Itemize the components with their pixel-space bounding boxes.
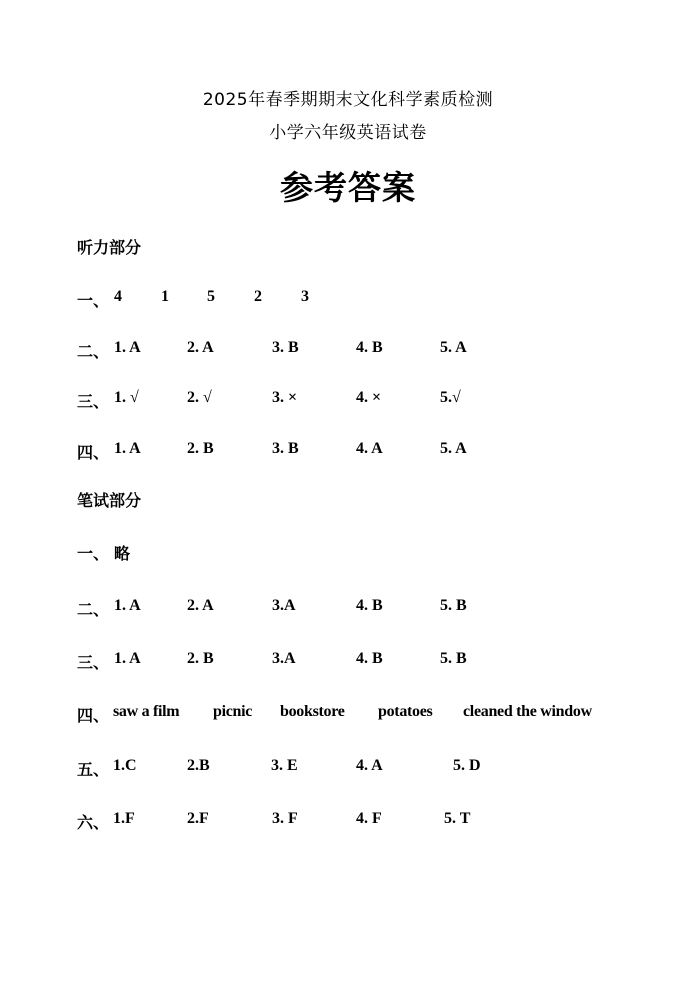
answer-item: cleaned the window [463, 703, 592, 720]
answer-item: 3. F [272, 810, 298, 827]
answer-item: 3. B [272, 339, 299, 356]
row-number: 四、 [77, 706, 110, 725]
exam-title: 2025年春季期期末文化科学素质检测 [202, 90, 494, 110]
answer-item: 4. B [356, 650, 383, 667]
answer-item: 4. A [356, 440, 383, 457]
row-number: 三、 [77, 653, 110, 672]
page-title: 参考答案 [280, 168, 416, 207]
answer-item: 1.F [113, 810, 135, 827]
answer-item: 3.A [272, 650, 296, 667]
answer-item: 3 [301, 288, 309, 305]
answer-item: 1. A [114, 650, 141, 667]
answer-item: 4 [114, 288, 122, 305]
row-number: 六、 [77, 813, 110, 832]
answer-item: 2.B [187, 757, 210, 774]
row-number: 一、 [77, 291, 110, 310]
answer-item: potatoes [378, 703, 433, 720]
row-number: 一、 [77, 544, 110, 563]
row-number: 五、 [77, 760, 110, 779]
answer-item: 5. B [440, 650, 467, 667]
written-section-label: 笔试部分 [77, 491, 142, 510]
answer-item: 3. E [271, 757, 298, 774]
exam-subtitle: 小学六年级英语试卷 [269, 123, 427, 143]
answer-item: 2. B [187, 440, 214, 457]
answer-item: 5. D [453, 757, 481, 774]
answer-item: 5.√ [440, 389, 461, 406]
answer-item: 3.A [272, 597, 296, 614]
answer-item: 2. √ [187, 389, 212, 406]
answer-item: 5 [207, 288, 215, 305]
answer-item: 4. B [356, 339, 383, 356]
answer-item: 4. F [356, 810, 382, 827]
answer-item: 5. B [440, 597, 467, 614]
answer-item: 3. B [272, 440, 299, 457]
answer-item: 1.C [113, 757, 137, 774]
answer-item: 5. A [440, 339, 467, 356]
answer-item: 2. A [187, 597, 214, 614]
answer-item: 4. B [356, 597, 383, 614]
answer-item: 5. T [444, 810, 471, 827]
answer-item: 3. × [272, 389, 298, 406]
row-number: 四、 [77, 443, 110, 462]
answer-item: 1. A [114, 597, 141, 614]
answer-item: 2. B [187, 650, 214, 667]
listening-section-label: 听力部分 [77, 238, 142, 257]
answer-item: 5. A [440, 440, 467, 457]
answer-item: 1. A [114, 440, 141, 457]
answer-item: 2. A [187, 339, 214, 356]
answer-item: 1 [161, 288, 169, 305]
answer-item: 4. A [356, 757, 383, 774]
answer-item: 4. × [356, 389, 382, 406]
answer-item: 2.F [187, 810, 209, 827]
answer-item: bookstore [280, 703, 345, 720]
row-number: 二、 [77, 342, 110, 361]
answer-item: 2 [254, 288, 262, 305]
row-number: 二、 [77, 600, 110, 619]
answer-item: 1. A [114, 339, 141, 356]
row-number: 三、 [77, 392, 110, 411]
answer-item: 略 [114, 544, 131, 563]
answer-item: picnic [213, 703, 253, 720]
answer-item: 1. √ [114, 389, 139, 406]
answer-item: saw a film [113, 703, 180, 720]
